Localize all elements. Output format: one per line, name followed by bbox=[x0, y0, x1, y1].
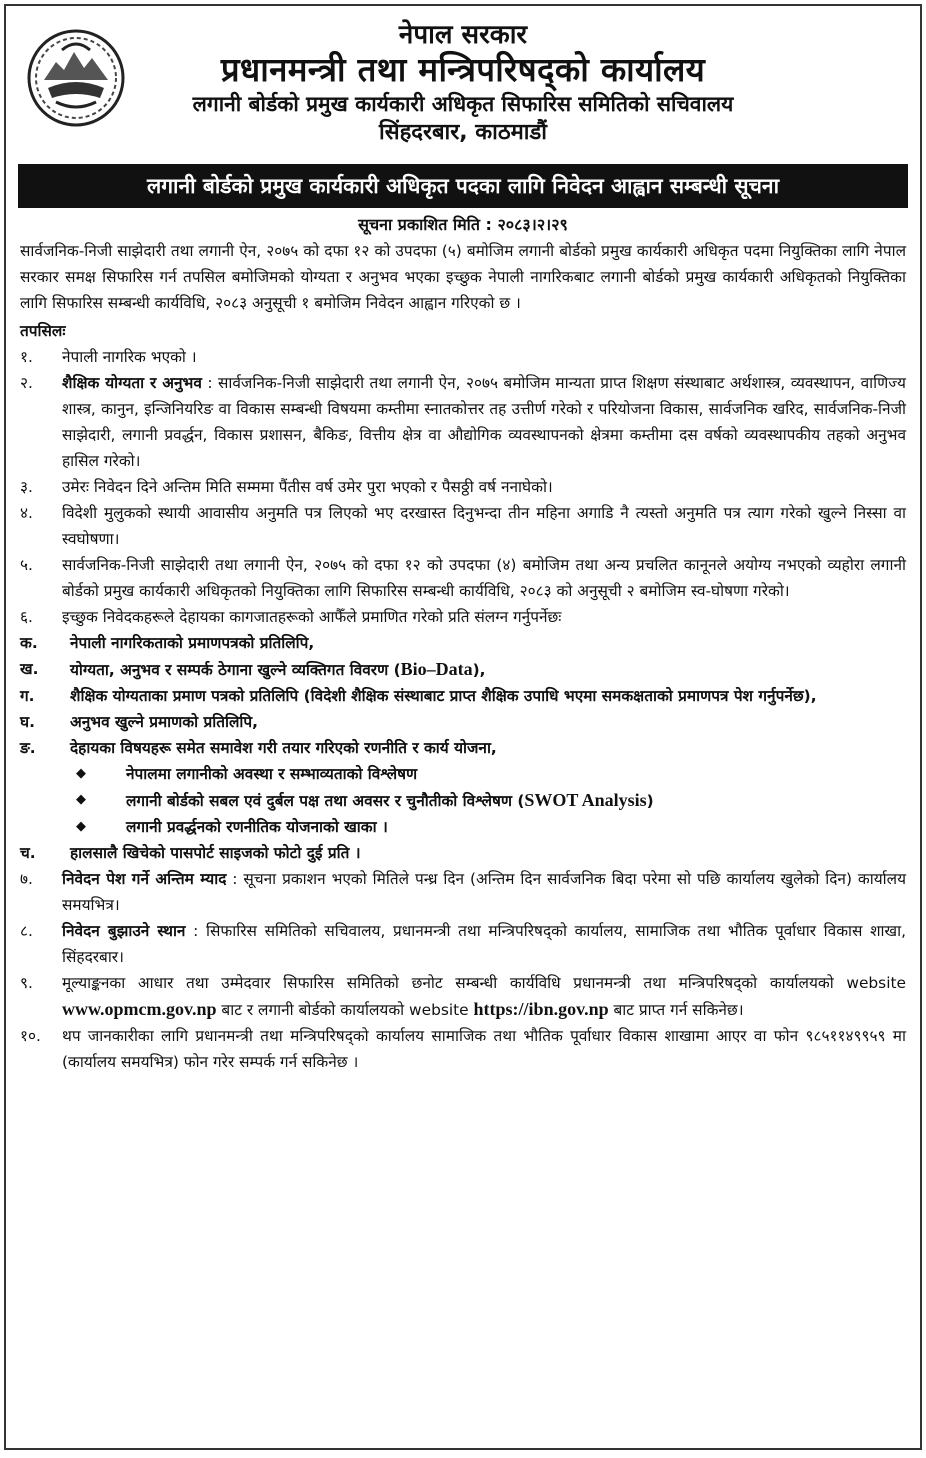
document-text: नेपाली नागरिकताको प्रमाणपत्रको प्रतिलिपि, bbox=[70, 634, 315, 652]
publish-date: सूचना प्रकाशित मिति : २०८३।२।२९ bbox=[358, 215, 568, 234]
item-text: सार्वजनिक-निजी साझेदारी तथा लगानी ऐन, २०७५ को दफा १२ को उपदफा (४) बमोजिम तथा अन्य प्रचलित कानूनले अयोग्य नभएको व्यहोरा लगानी बोर्डको प्रमुख कार्यकारी अधिकृतको नियुक्तिका लागि सिफारिस सम्बन्धी कार्यविधि, २०८३ को अनुसूची २ बमोजिम स्व-घोषणा गरेको। bbox=[62, 556, 906, 600]
item-text: इच्छुक निवेदकहरूले देहायका कागजातहरूको आफैँले प्रमाणित गरेको प्रति संलग्न गर्नुपर्नेछः bbox=[62, 608, 562, 626]
item-text: बाट प्राप्त गर्न सकिनेछ। bbox=[608, 1001, 744, 1019]
item-text: थप जानकारीका लागि प्रधानमन्त्री तथा मन्त्रिपरिषद्को कार्यालय सामाजिक तथा भौतिक पूर्वाधार विकास शाखामा आएर वा फोन ९८५११४९९५९ मा (कार्यालय समयभित्र) फोन गरेर सम्पर्क गर्न सकिनेछ । bbox=[62, 1027, 906, 1071]
bullet-text: लगानी प्रवर्द्धनको रणनीतिक योजनाको खाका । bbox=[126, 818, 388, 836]
office-name: प्रधानमन्त्री तथा मन्त्रिपरिषद्को कार्यालय bbox=[220, 50, 706, 89]
bullet-item bbox=[70, 787, 906, 814]
header bbox=[20, 6, 906, 164]
item-text: : सिफारिस समितिको सचिवालय, प्रधानमन्त्री तथा मन्त्रिपरिषद्को कार्यालय, सामाजिक तथा भौतिक पूर्वाधार विकास शाखा, सिंहदरबार। bbox=[62, 922, 906, 966]
diamond-bullet-icon: ◆ bbox=[76, 792, 86, 807]
item-text: बाट र लगानी बोर्डको कार्यालयको website bbox=[216, 1001, 474, 1019]
nepal-emblem-icon bbox=[26, 28, 126, 128]
item-text: मूल्याङ्कनका आधार तथा उम्मेदवार सिफारिस समितिको छनोट सम्बन्धी कार्यविधि प्रधानमन्त्री तथा मन्त्रिपरिषद्को कार्यालयको website bbox=[62, 974, 906, 992]
list-item bbox=[20, 604, 906, 630]
document-item bbox=[20, 709, 906, 735]
item-number: ७. bbox=[20, 870, 33, 888]
list-item bbox=[20, 500, 906, 552]
ibn-website-link[interactable]: https://ibn.gov.np bbox=[473, 999, 609, 1019]
notice-body bbox=[20, 238, 906, 1075]
secretariat-name: लगानी बोर्डको प्रमुख कार्यकारी अधिकृत सिफारिस समितिको सचिवालय bbox=[192, 92, 734, 116]
item-heading: निवेदन पेश गर्ने अन्तिम म्याद bbox=[62, 870, 227, 888]
notice-page bbox=[4, 4, 922, 1450]
details-label: तपसिलः bbox=[20, 322, 66, 340]
item-number: ६. bbox=[20, 608, 33, 626]
document-text: हालसालै खिचेको पासपोर्ट साइजको फोटो दुई प्रति । bbox=[70, 844, 361, 862]
opmcm-website-link[interactable]: www.opmcm.gov.np bbox=[62, 999, 217, 1019]
document-label: ख. bbox=[20, 660, 39, 678]
list-item bbox=[20, 1023, 906, 1075]
item-number: १. bbox=[20, 348, 33, 366]
item-number: ५. bbox=[20, 556, 33, 574]
list-item bbox=[20, 918, 906, 970]
list-item bbox=[20, 474, 906, 500]
document-item bbox=[20, 840, 906, 866]
item-heading: निवेदन बुझाउने स्थान bbox=[62, 922, 186, 940]
diamond-bullet-icon: ◆ bbox=[76, 819, 86, 834]
document-item bbox=[20, 683, 906, 709]
item-heading: शैक्षिक योग्यता र अनुभव bbox=[62, 374, 202, 392]
item-number: ३. bbox=[20, 478, 33, 496]
item-number: ८. bbox=[20, 922, 33, 940]
item-text: उमेरः निवेदन दिने अन्तिम मिति सम्ममा पैंतीस वर्ष उमेर पुरा भएको र पैसठ्ठी वर्ष ननाघेको। bbox=[62, 478, 553, 496]
bullet-text-after: ) bbox=[646, 792, 654, 810]
item-number: १०. bbox=[20, 1027, 41, 1045]
list-item bbox=[20, 970, 906, 1023]
document-label: ग. bbox=[20, 687, 35, 705]
document-text: योग्यता, अनुभव र सम्पर्क ठेगाना खुल्ने व्यक्तिगत विवरण ( bbox=[70, 661, 401, 679]
document-label: क. bbox=[20, 634, 38, 652]
document-latin-text: Bio–Data bbox=[400, 659, 473, 679]
list-item bbox=[20, 344, 906, 370]
document-label: घ. bbox=[20, 713, 35, 731]
document-item bbox=[20, 630, 906, 656]
document-label: ङ. bbox=[20, 739, 36, 757]
document-text: देहायका विषयहरू समेत समावेश गरी तयार गरिएको रणनीति र कार्य योजना, bbox=[70, 739, 497, 757]
list-item bbox=[20, 866, 906, 918]
item-number: ९. bbox=[20, 974, 33, 992]
bullet-text: नेपालमा लगानीको अवस्था र सम्भाव्यताको विश्लेषण bbox=[126, 765, 418, 783]
bullet-item bbox=[70, 814, 906, 840]
document-label: च. bbox=[20, 844, 36, 862]
document-text-after: ), bbox=[472, 661, 486, 679]
item-text: : सार्वजनिक-निजी साझेदारी तथा लगानी ऐन, २०७५ बमोजिम मान्यता प्राप्त शिक्षण संस्थाबाट अर्थशास्त्र, व्यवस्थापन, वाणिज्य शास्त्र, कानुन, इन्जिनियरिङ वा विकास सम्बन्धी विषयमा कम्तीमा स्नातकोत्तर तह उत्तीर्ण गरेको र परियोजना विकास, सार्वजनिक खरिद, सार्वजनिक-निजी साझेदारी, लगानी प्रवर्द्धन, विकास प्रशासन, बैकिङ, वित्तीय क्षेत्र वा औद्योगिक व्यवस्थापनको क्षेत्रमा कम्तीमा दस वर्षको व्यवस्थापकीय तहको अनुभव हासिल गरेको। bbox=[62, 374, 906, 470]
list-item bbox=[20, 370, 906, 474]
document-item bbox=[20, 656, 906, 683]
document-item bbox=[20, 735, 906, 761]
bullet-latin-text: SWOT Analysis bbox=[524, 790, 647, 810]
bullet-item bbox=[70, 761, 906, 787]
item-text: विदेशी मुलुकको स्थायी आवासीय अनुमति पत्र लिएको भए दरखास्त दिनुभन्दा तीन महिना अगाडि नै त्यस्तो अनुमति पत्र त्याग गरेको खुल्ने निस्सा वा स्वघोषणा। bbox=[62, 504, 906, 548]
item-number: ४. bbox=[20, 504, 33, 522]
item-text: नेपाली नागरिक भएको । bbox=[62, 348, 197, 366]
intro-paragraph: सार्वजनिक-निजी साझेदारी तथा लगानी ऐन, २०७५ को दफा १२ को उपदफा (५) बमोजिम लगानी बोर्डको प्रमुख कार्यकारी अधिकृत पदमा नियुक्तिका लागि नेपाल सरकार समक्ष सिफारिस गर्न तपसिल बमोजिमको योग्यता र अनुभव भएका इच्छुक नेपाली नागरिकबाट लगानी बोर्डको प्रमुख कार्यकारी अधिकृतको नियुक्तिका लागि सिफारिस सम्बन्धी कार्यविधि, २०८३ अनुसूची १ बमोजिम निवेदन आह्वान गरिएको छ । bbox=[20, 242, 906, 312]
item-number: २. bbox=[20, 374, 33, 392]
government-name: नेपाल सरकार bbox=[398, 20, 528, 50]
bullet-text: लगानी बोर्डको सबल एवं दुर्बल पक्ष तथा अवसर र चुनौतीको विश्लेषण ( bbox=[126, 792, 525, 810]
list-item bbox=[20, 552, 906, 604]
document-text: शैक्षिक योग्यताका प्रमाण पत्रको प्रतिलिपि (विदेशी शैक्षिक संस्थाबाट प्राप्त शैक्षिक उपाधि भएमा समकक्षताको प्रमाणपत्र पेश गर्नुपर्नेछ), bbox=[70, 687, 817, 705]
diamond-bullet-icon: ◆ bbox=[76, 766, 86, 781]
office-location: सिंहदरबार, काठमाडौं bbox=[379, 120, 547, 145]
document-text: अनुभव खुल्ने प्रमाणको प्रतिलिपि, bbox=[70, 713, 258, 731]
notice-title-banner: लगानी बोर्डको प्रमुख कार्यकारी अधिकृत पदका लागि निवेदन आह्वान सम्बन्धी सूचना bbox=[18, 164, 908, 208]
item-text: : सूचना प्रकाशन भएको मितिले पन्ध्र दिन (अन्तिम दिन सार्वजनिक बिदा परेमा सो पछि कार्यालय खुलेको दिन) कार्यालय समयभित्र। bbox=[62, 870, 906, 914]
